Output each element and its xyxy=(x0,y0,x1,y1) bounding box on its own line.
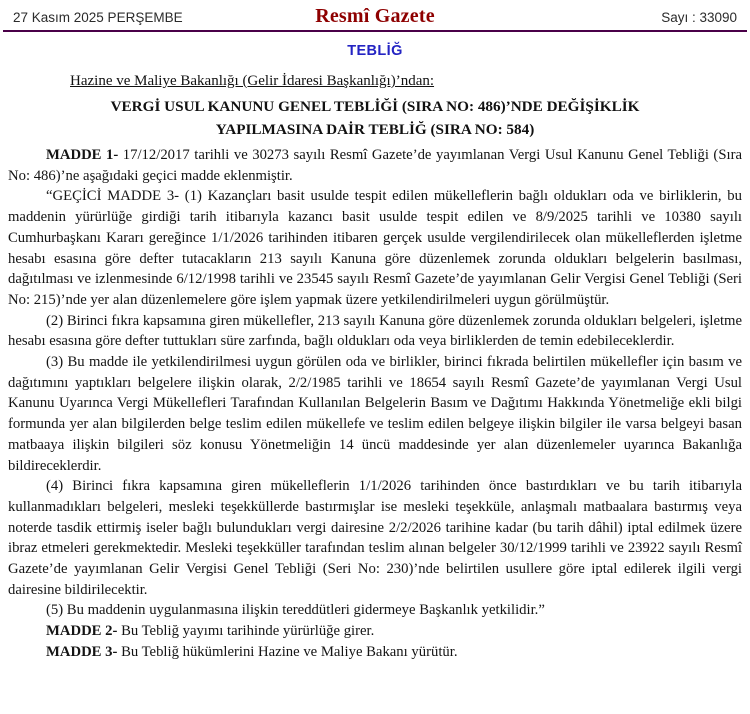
paragraph-madde-2 xyxy=(8,621,742,642)
paragraph-text: (4) Birinci fıkra kapsamına giren mükelleflerin 1/1/2026 tarihinden önce bastırdıkları ve bu tarih itibarıyla kullanmadıkları belgeleri, mesleki teşekküllerde bastırmışlar ise mesleki teşekküle, anlaşmalı matbaalara bastırmış veya noterde tasdik ettirmiş iseler bağlı bulundukları vergi dairesine 2/2/2026 tarihine kadar (bu tarih dâhil) iptal edilmek üzere ibraz etmeleri gerekmektedir. Mesleki teşekküller tarafından teslim alınan belgeler 30/12/1999 tarihli ve 23922 sayılı Resmî Gazete’de yayımlanan Gelir Vergisi Genel Tebliği (Seri No: 230)’nde belirtilen usullere göre iptal edilerek ilgili vergi dairesine bildirilecektir. xyxy=(8,478,742,598)
publication-date: 27 Kasım 2025 PERŞEMBE xyxy=(13,10,183,25)
document-title-line2: YAPILMASINA DAİR TEBLİĞ (SIRA NO: 584) xyxy=(215,121,535,138)
section-heading: TEBLİĞ xyxy=(347,43,403,59)
paragraph-gecici-madde-3-fikra-1 xyxy=(8,186,742,310)
paragraph-fikra-5 xyxy=(8,600,742,621)
paragraph-lead: MADDE 1- xyxy=(46,147,119,163)
paragraph-text: (5) Bu maddenin uygulanmasına ilişkin tereddütleri gidermeye Başkanlık yetkilidir.” xyxy=(46,602,545,619)
paragraph-madde-3 xyxy=(8,642,742,663)
header-divider xyxy=(3,30,747,32)
issuing-authority: Hazine ve Maliye Bakanlığı (Gelir İdaresi Başkanlığı)’ndan: xyxy=(70,73,435,89)
paragraph-fikra-3 xyxy=(8,352,742,476)
document-title-line1: VERGİ USUL KANUNU GENEL TEBLİĞİ (SIRA NO: 486)’NDE DEĞİŞİKLİK xyxy=(110,98,640,115)
gazette-header xyxy=(0,0,750,29)
paragraph-text: Bu Tebliğ yayımı tarihinde yürürlüğe girer. xyxy=(117,623,375,640)
issue-number: Sayı : 33090 xyxy=(661,10,737,25)
paragraph-text: (2) Birinci fıkra kapsamına giren mükellefler, 213 sayılı Kanuna göre düzenlemek zorunda oldukları belgeleri, işletme hesabı esasına göre defter tuttukları süre zarfında, bağlı oldukları oda veya birliklerden de temin edebileceklerdir. xyxy=(8,312,742,350)
paragraph-text: “GEÇİCİ MADDE 3- (1) Kazançları basit usulde tespit edilen mükelleflerin bağlı oldukları oda ve birliklerin, bu maddenin yürürlüğe girdiği tarih itibarıyla kazancı basit usulde tespit edilen ve 8/9/2025 tarihli ve 10380 sayılı Cumhurbaşkanı Kararı gereğince 1/1/2026 tarihinden itibaren gerçek usulde vergilendirilecek olan mükelleflerden işletme hesabı esasına göre defter tutacakların 213 sayılı Kanuna göre düzenlemek zorunda oldukları belgelerin basılması, dağıtılması ve izlenmesinde 6/12/1998 tarihli ve 23545 sayılı Resmî Gazete’de yayımlanan Gelir Vergisi Genel Tebliği (Seri No: 215)’nde yer alan düzenlemelere göre işlem yapmak üzere yetkilendirilmeleri uygun görülmüştür. xyxy=(8,188,742,308)
paragraph-text: 17/12/2017 tarihli ve 30273 sayılı Resmî Gazete’de yayımlanan Vergi Usul Kanunu Genel Tebliği (Sıra No: 486)’ne aşağıdaki geçici madde eklenmiştir. xyxy=(8,147,742,184)
paragraph-fikra-4 xyxy=(8,476,742,600)
gazette-masthead: Resmî Gazete xyxy=(315,5,435,27)
paragraph-lead: MADDE 2- xyxy=(46,623,118,640)
document-title xyxy=(0,95,750,141)
document-body xyxy=(8,145,742,663)
paragraph-madde-1 xyxy=(8,145,742,186)
paragraph-fikra-2 xyxy=(8,311,742,352)
paragraph-lead: MADDE 3- xyxy=(46,643,118,660)
paragraph-text: Bu Tebliğ hükümlerini Hazine ve Maliye Bakanı yürütür. xyxy=(117,643,458,660)
paragraph-text: (3) Bu madde ile yetkilendirilmesi uygun görülen oda ve birlikler, birinci fıkrada belirtilen mükellefler için basım ve dağıtımını yaptıkları belgelere ilişkin olarak, 2/2/1985 tarihli ve 18654 sayılı Resmî Gazete’de yayımlanan Vergi Usul Kanunu Uyarınca Vergi Mükellefleri Tarafından Kullanılan Belgelerin Basım ve Dağıtımı Hakkında Yönetmeliğe ekli bilgi formunda yer alan bilgilerden belge teslim edilen mükellefe ve teslim edilen belgeye ilişkin bilgiler ile varsa belgeyi basan matbaaya ilişkin bilgileri söz konusu Yönetmeliğin 14 üncü maddesinde yer alan düzenlemeler uyarınca Bakanlığa bildireceklerdir. xyxy=(8,354,742,474)
